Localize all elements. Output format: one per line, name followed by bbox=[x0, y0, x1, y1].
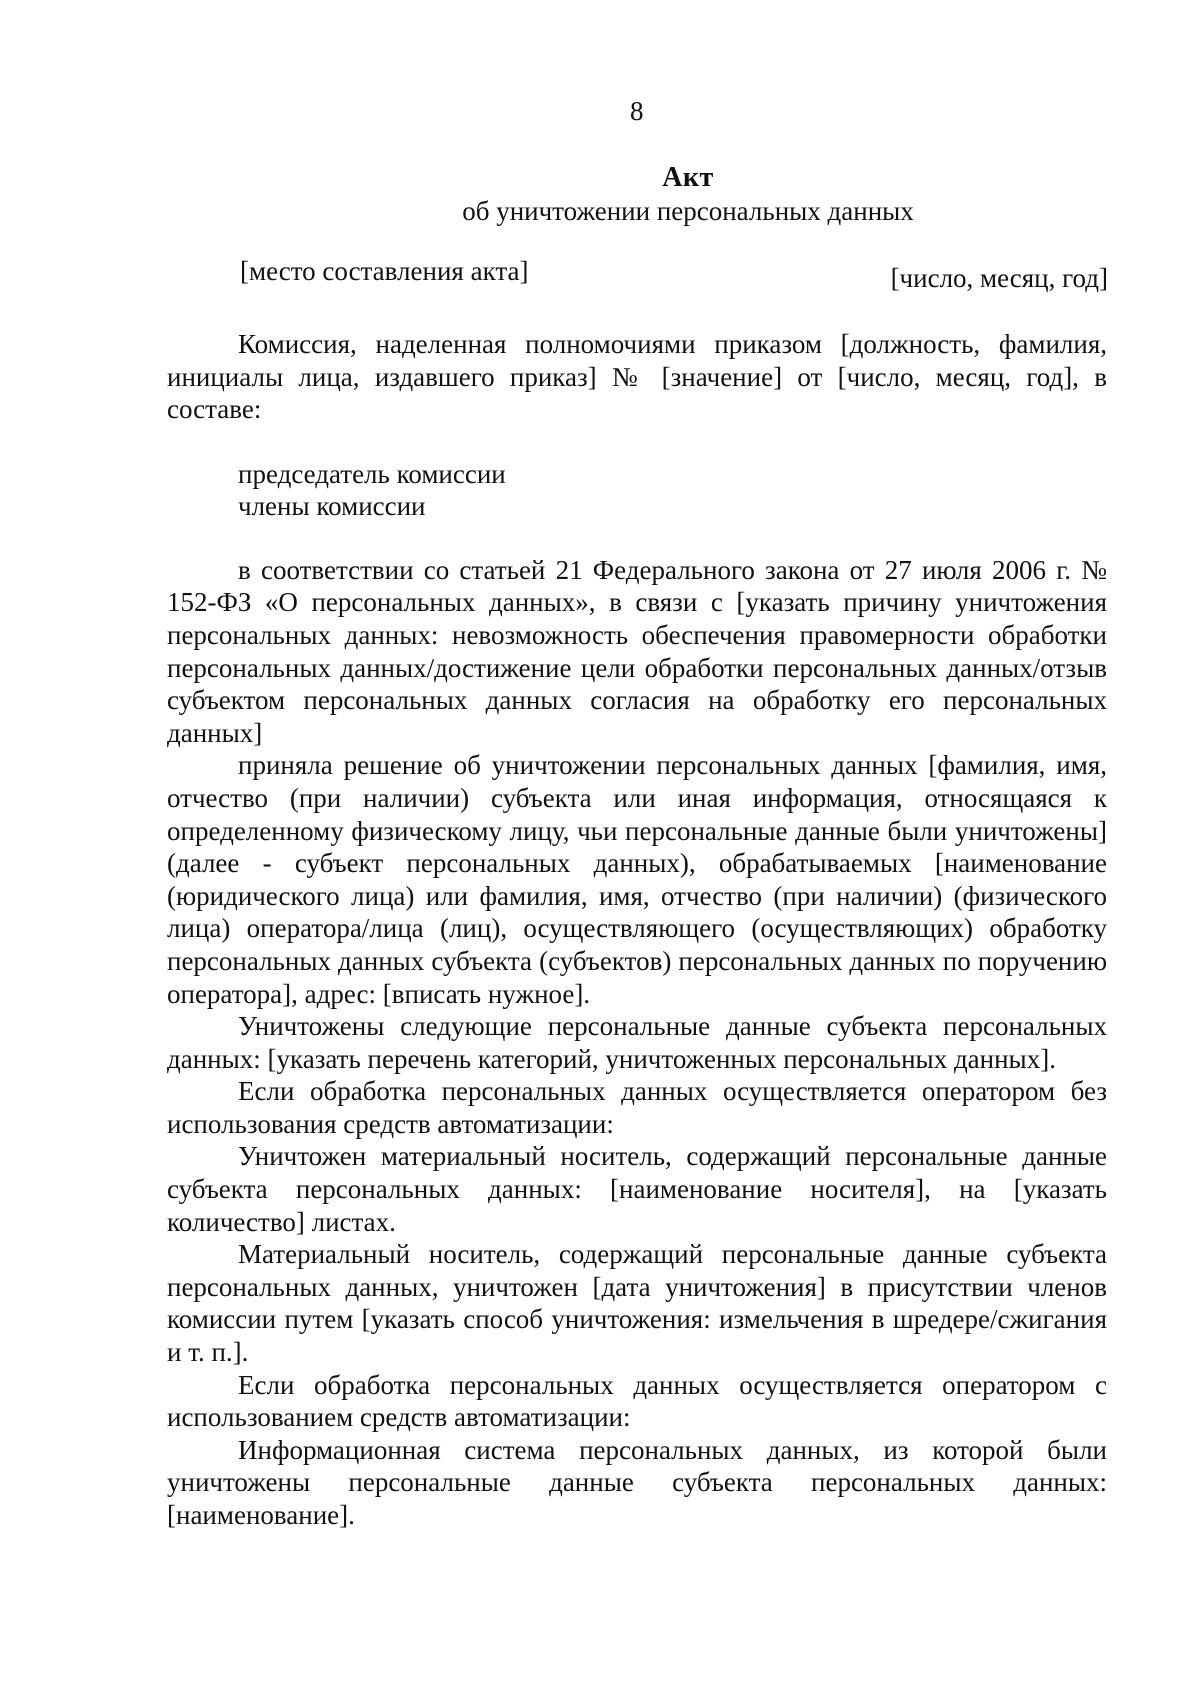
members-label: члены комиссии bbox=[238, 490, 426, 521]
carrier-destroyed-paragraph: Уничтожен материальный носитель, содержащий персональные данные субъекта персональных данных: [наименование носителя], на [указать количество] листах. bbox=[167, 1141, 1107, 1237]
carrier-method-paragraph: Материальный носитель, содержащий персональные данные субъекта персональных данных, уничтожен [дата уничтожения] в присутствии членов комиссии путем [указать способ уничтожения: измельчения в шредере/сжигания и т. п.]. bbox=[167, 1239, 1107, 1368]
commission-paragraph: Комиссия, наделенная полномочиями приказом [должность, фамилия, инициалы лица, издавшего приказ] № [значение] от [число, месяц, год], в составе: bbox=[167, 329, 1107, 425]
commission-composition bbox=[167, 458, 1107, 522]
decision-paragraph: приняла решение об уничтожении персональных данных [фамилия, имя, отчество (при наличии) субъекта или иная информация, относящаяся к определенному физическому лицу, чьи персональные данные были уничтожены] (далее - субъект персональных данных), обрабатываемых [наименование (юридического лица) или фамилия, имя, отчество (при наличии) (физического лица) оператора/лица (лиц), осуществляющего (осуществляющих) обработку персональных данных субъекта (субъектов) персональных данных по поручению оператора], адрес: [вписать нужное]. bbox=[167, 750, 1107, 1009]
place-of-act: [место составления акта] bbox=[240, 256, 529, 286]
law-paragraph: в соответствии со статьей 21 Федерального закона от 27 июля 2006 г. № 152-ФЗ «О персональных данных», в связи с [указать причину уничтожения персональных данных: невозможность обеспечения правомерности обработки персональных данных/достижение цели обработки персональных данных/отзыв субъектом персональных данных согласия на обработку его персональных данных] bbox=[167, 554, 1107, 748]
page-number: 8 bbox=[630, 96, 644, 126]
chairman-label: председатель комиссии bbox=[238, 458, 506, 489]
document-body bbox=[167, 328, 1107, 1532]
destroyed-data-paragraph: Уничтожены следующие персональные данные субъекта персональных данных: [указать перечень категорий, уничтоженных персональных данных]. bbox=[167, 1011, 1107, 1074]
document-title: Акт bbox=[662, 162, 714, 193]
no-automation-paragraph: Если обработка персональных данных осуществляется оператором без использования средств автоматизации: bbox=[167, 1076, 1107, 1139]
with-automation-paragraph: Если обработка персональных данных осуществляется оператором с использованием средств автоматизации: bbox=[167, 1369, 1107, 1433]
info-system-paragraph: Информационная система персональных данных, из которой были уничтожены персональные данные субъекта персональных данных: [наименование]. bbox=[167, 1434, 1107, 1530]
act-date: [число, месяц, год] bbox=[890, 263, 1108, 293]
document-subtitle: об уничтожении персональных данных bbox=[462, 196, 914, 226]
